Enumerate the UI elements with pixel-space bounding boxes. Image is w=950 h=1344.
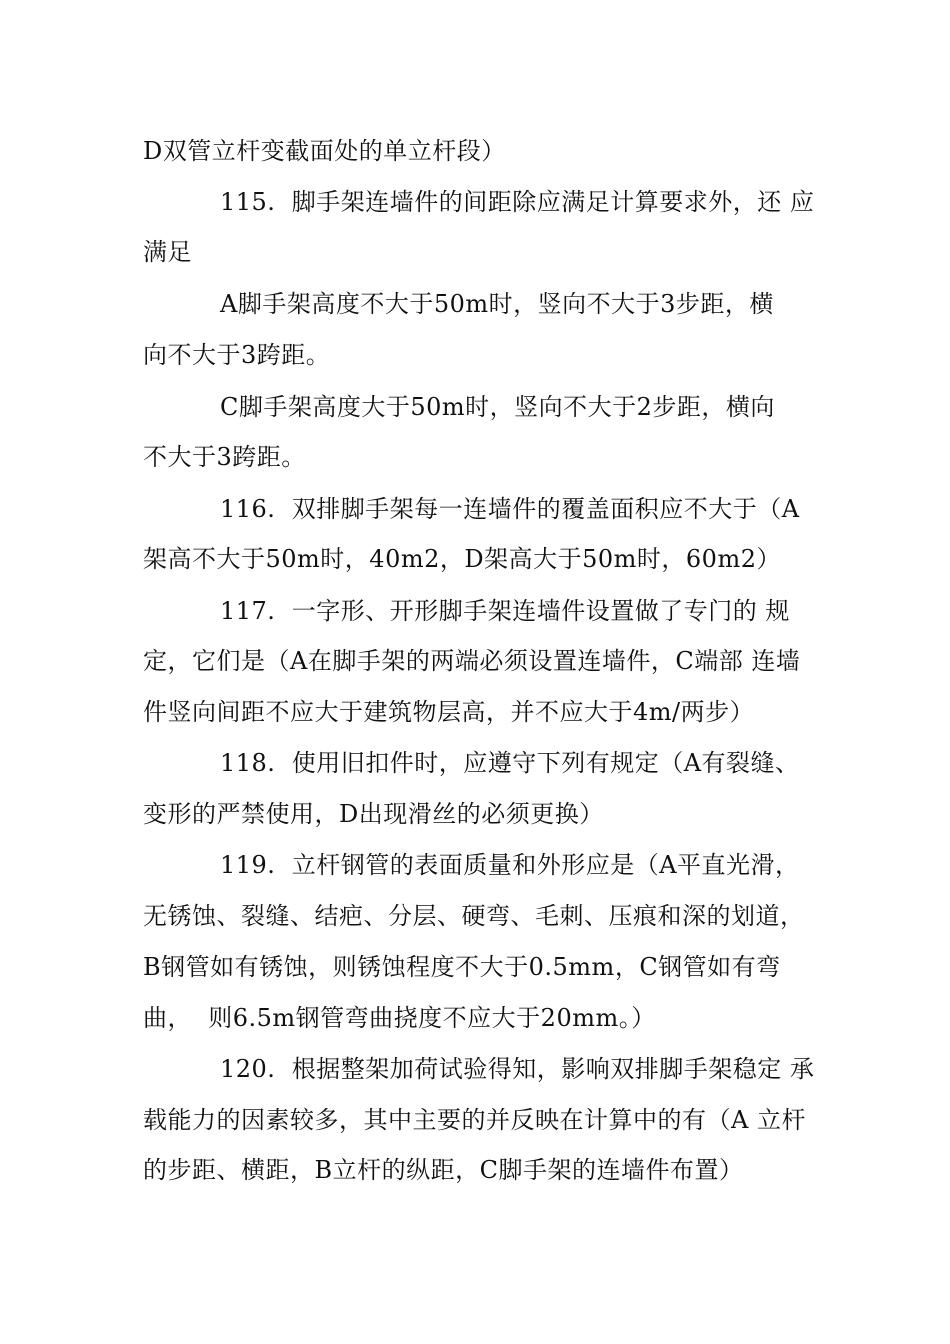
option-c: C脚手架高度大于50m时，竖向不大于2步距，横向 <box>220 393 775 421</box>
text-line: 件竖向间距不应大于建筑物层高，并不应大于4m/两步） <box>143 698 755 726</box>
question-117: 117. 一字形、开形脚手架连墙件设置做了专门的 规 <box>220 597 790 625</box>
question-116: 116. 双排脚手架每一连墙件的覆盖面积应不大于（A <box>220 495 800 523</box>
text-line: 曲， 则6.5m钢管弯曲挠度不应大于20mm。） <box>143 1004 656 1032</box>
text-line: 定，它们是（A在脚手架的两端必须设置连墙件，C端部 连墙 <box>143 647 801 675</box>
text-line: 载能力的因素较多，其中主要的并反映在计算中的有（A 立杆 <box>143 1106 806 1134</box>
text-line: 向不大于3跨距。 <box>143 341 331 369</box>
question-120: 120. 根据整架加荷试验得知，影响双排脚手架稳定 承 <box>220 1055 815 1083</box>
text-line: 满足 <box>143 238 192 266</box>
question-119: 119. 立杆钢管的表面质量和外形应是（A平直光滑， <box>220 851 800 879</box>
question-118: 118. 使用旧扣件时，应遵守下列有规定（A有裂缝、 <box>220 749 800 777</box>
text-line: 变形的严禁使用，D出现滑丝的必须更换） <box>143 800 604 828</box>
text-line: D双管立杆变截面处的单立杆段） <box>143 137 506 165</box>
text-line: 无锈蚀、裂缝、结疤、分层、硬弯、毛刺、压痕和深的划道， <box>143 902 805 930</box>
text-line: B钢管如有锈蚀，则锈蚀程度不大于0.5mm，C钢管如有弯 <box>143 953 781 981</box>
text-line: 的步距、横距，B立杆的纵距，C脚手架的连墙件布置） <box>143 1156 744 1184</box>
text-line: 架高不大于50m时，40m2，D架高大于50m时，60m2） <box>143 545 781 573</box>
question-115: 115. 脚手架连墙件的间距除应满足计算要求外，还 应 <box>220 188 815 216</box>
option-a: A脚手架高度不大于50m时，竖向不大于3步距，横 <box>220 290 774 318</box>
text-line: 不大于3跨距。 <box>143 443 306 471</box>
